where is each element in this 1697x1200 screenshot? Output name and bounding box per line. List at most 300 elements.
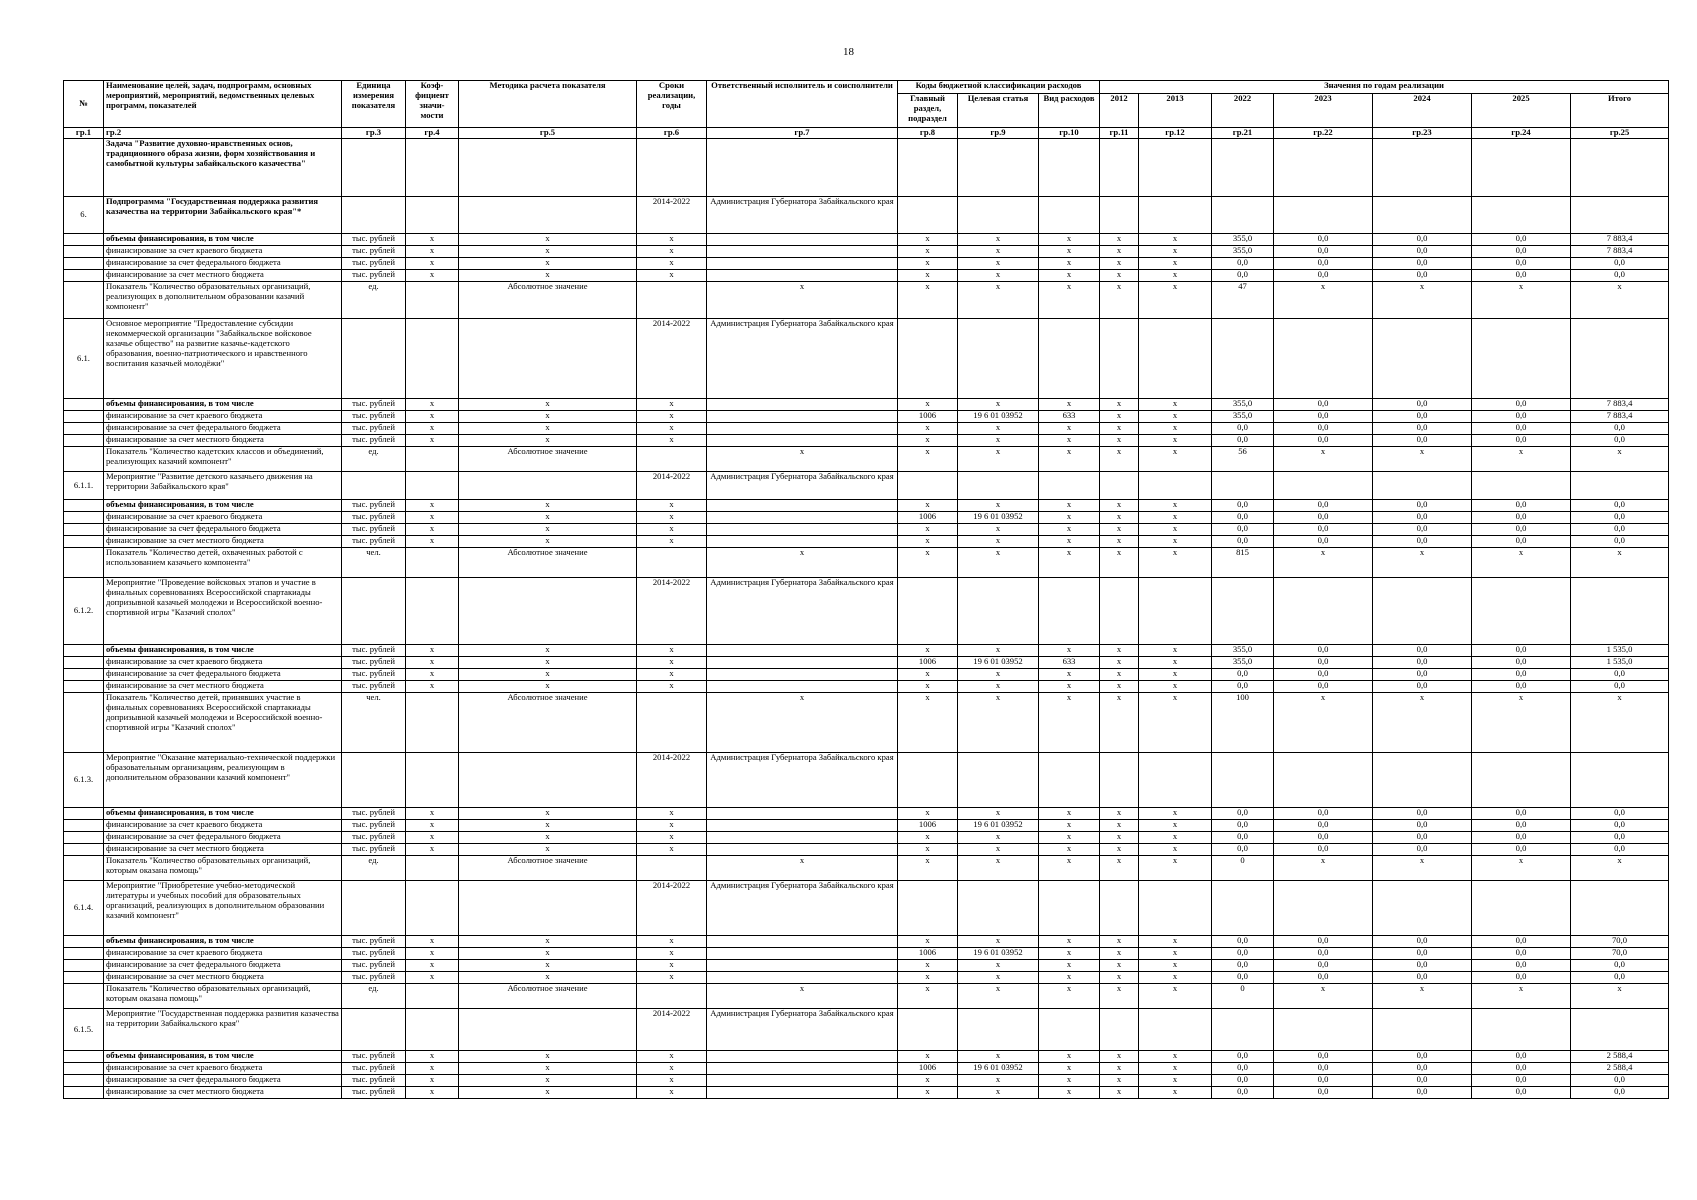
value-2024: х <box>1373 447 1472 472</box>
main-section: 1006 <box>898 657 958 669</box>
unit: тыс. рублей <box>342 500 406 512</box>
value-2023 <box>1274 197 1373 234</box>
value-total: х <box>1571 548 1669 578</box>
value-2012: х <box>1100 1087 1139 1099</box>
value-total: 7 883,4 <box>1571 399 1669 411</box>
method: Абсолютное значение <box>459 693 637 753</box>
unit: тыс. рублей <box>342 270 406 282</box>
value-2025 <box>1472 319 1571 399</box>
main-section: х <box>898 936 958 948</box>
value-total: 0,0 <box>1571 808 1669 820</box>
terms <box>637 282 707 319</box>
main-section: х <box>898 844 958 856</box>
value-2024: 0,0 <box>1373 1075 1472 1087</box>
expense-type: х <box>1039 936 1100 948</box>
value-2023: 0,0 <box>1274 657 1373 669</box>
main-section <box>898 753 958 808</box>
value-2013 <box>1139 319 1212 399</box>
header-no: № <box>64 81 104 128</box>
value-2013: х <box>1139 1051 1212 1063</box>
value-2013: х <box>1139 447 1212 472</box>
value-total: х <box>1571 984 1669 1009</box>
row-name: объемы финансирования, в том числе <box>104 1051 342 1063</box>
target-item: х <box>958 435 1039 447</box>
target-item <box>958 578 1039 645</box>
value-2022: 355,0 <box>1212 234 1274 246</box>
responsible <box>707 832 898 844</box>
value-2025: 0,0 <box>1472 936 1571 948</box>
main-section: 1006 <box>898 948 958 960</box>
unit: тыс. рублей <box>342 844 406 856</box>
main-section: 1006 <box>898 512 958 524</box>
method <box>459 1009 637 1051</box>
coefficient: х <box>406 645 459 657</box>
method: х <box>459 270 637 282</box>
row-name: финансирование за счет местного бюджета <box>104 844 342 856</box>
header-total: Итого <box>1571 94 1669 128</box>
row-number <box>64 1051 104 1063</box>
table-row <box>64 447 1669 472</box>
value-2024: 0,0 <box>1373 681 1472 693</box>
value-total <box>1571 578 1669 645</box>
value-2025: х <box>1472 548 1571 578</box>
value-2023: 0,0 <box>1274 270 1373 282</box>
program-table <box>63 80 1669 1099</box>
main-section <box>898 1009 958 1051</box>
main-section: х <box>898 234 958 246</box>
expense-type <box>1039 578 1100 645</box>
row-number <box>64 1075 104 1087</box>
value-2022 <box>1212 1009 1274 1051</box>
value-total <box>1571 1009 1669 1051</box>
terms: 2014-2022 <box>637 472 707 500</box>
value-total <box>1571 472 1669 500</box>
main-section: х <box>898 681 958 693</box>
coefficient: х <box>406 808 459 820</box>
value-2025: 0,0 <box>1472 399 1571 411</box>
row-number <box>64 844 104 856</box>
row-number <box>64 258 104 270</box>
table-row <box>64 536 1669 548</box>
coefficient: х <box>406 820 459 832</box>
method: х <box>459 524 637 536</box>
coefficient: х <box>406 270 459 282</box>
group-label: гр.7 <box>707 128 898 139</box>
main-section: 1006 <box>898 411 958 423</box>
row-name: финансирование за счет краевого бюджета <box>104 820 342 832</box>
table-row <box>64 270 1669 282</box>
main-section: х <box>898 447 958 472</box>
value-2025: 0,0 <box>1472 948 1571 960</box>
main-section: х <box>898 536 958 548</box>
value-2022 <box>1212 319 1274 399</box>
value-2013: х <box>1139 524 1212 536</box>
value-2025: 0,0 <box>1472 832 1571 844</box>
terms: х <box>637 399 707 411</box>
unit: тыс. рублей <box>342 435 406 447</box>
row-number <box>64 948 104 960</box>
unit: тыс. рублей <box>342 524 406 536</box>
value-2012: х <box>1100 258 1139 270</box>
value-2025: 0,0 <box>1472 435 1571 447</box>
coefficient: х <box>406 1087 459 1099</box>
group-label: гр.9 <box>958 128 1039 139</box>
method: х <box>459 844 637 856</box>
target-item: х <box>958 984 1039 1009</box>
table-row <box>64 411 1669 423</box>
group-label: гр.2 <box>104 128 342 139</box>
main-section: х <box>898 258 958 270</box>
responsible <box>707 234 898 246</box>
expense-type: х <box>1039 548 1100 578</box>
value-2022: 0,0 <box>1212 536 1274 548</box>
group-label: гр.23 <box>1373 128 1472 139</box>
value-2012: х <box>1100 411 1139 423</box>
unit <box>342 578 406 645</box>
table-row <box>64 820 1669 832</box>
value-2013 <box>1139 753 1212 808</box>
table-row <box>64 472 1669 500</box>
table-row <box>64 197 1669 234</box>
value-2013 <box>1139 197 1212 234</box>
value-total <box>1571 319 1669 399</box>
responsible <box>707 411 898 423</box>
responsible <box>707 972 898 984</box>
table-row <box>64 645 1669 657</box>
main-section <box>898 319 958 399</box>
terms: 2014-2022 <box>637 578 707 645</box>
method: х <box>459 234 637 246</box>
coefficient: х <box>406 936 459 948</box>
value-total <box>1571 139 1669 197</box>
value-2024 <box>1373 1009 1472 1051</box>
main-section: х <box>898 693 958 753</box>
main-section: х <box>898 960 958 972</box>
method: Абсолютное значение <box>459 282 637 319</box>
header-2022: 2022 <box>1212 94 1274 128</box>
unit: тыс. рублей <box>342 936 406 948</box>
unit: тыс. рублей <box>342 681 406 693</box>
unit: тыс. рублей <box>342 972 406 984</box>
row-name: Задача "Развитие духовно-нравственных основ, традиционного образа жизни, форм хозяйствования и самобытной культуры забайкальского казачества" <box>104 139 342 197</box>
table-row <box>64 972 1669 984</box>
value-2023: 0,0 <box>1274 645 1373 657</box>
responsible <box>707 512 898 524</box>
value-2024: х <box>1373 282 1472 319</box>
coefficient: х <box>406 960 459 972</box>
value-total: х <box>1571 447 1669 472</box>
value-total: 70,0 <box>1571 948 1669 960</box>
value-2012: х <box>1100 423 1139 435</box>
value-2022: 0,0 <box>1212 270 1274 282</box>
value-2025: 0,0 <box>1472 657 1571 669</box>
coefficient: х <box>406 948 459 960</box>
row-number: 6.1. <box>64 319 104 399</box>
header-responsible: Ответственный исполнитель и соисполнители <box>707 81 898 128</box>
main-section: х <box>898 972 958 984</box>
value-total: 0,0 <box>1571 681 1669 693</box>
coefficient <box>406 881 459 936</box>
terms: х <box>637 820 707 832</box>
unit: тыс. рублей <box>342 512 406 524</box>
main-section: х <box>898 669 958 681</box>
target-item: х <box>958 681 1039 693</box>
group-label: гр.24 <box>1472 128 1571 139</box>
value-2024: 0,0 <box>1373 512 1472 524</box>
target-item: 19 6 01 03952 <box>958 657 1039 669</box>
row-name: финансирование за счет краевого бюджета <box>104 1063 342 1075</box>
value-2012: х <box>1100 512 1139 524</box>
terms: х <box>637 1087 707 1099</box>
terms: х <box>637 808 707 820</box>
responsible <box>707 681 898 693</box>
group-label: гр.6 <box>637 128 707 139</box>
value-2013: х <box>1139 808 1212 820</box>
table-row <box>64 960 1669 972</box>
value-2024 <box>1373 753 1472 808</box>
value-2012: х <box>1100 399 1139 411</box>
row-name: Показатель "Количество образовательных организаций, которым оказана помощь" <box>104 984 342 1009</box>
unit: тыс. рублей <box>342 645 406 657</box>
value-2022: 0,0 <box>1212 1051 1274 1063</box>
value-total: 70,0 <box>1571 936 1669 948</box>
value-2025: 0,0 <box>1472 645 1571 657</box>
row-number <box>64 1087 104 1099</box>
value-2012: х <box>1100 645 1139 657</box>
terms: х <box>637 411 707 423</box>
value-2024: 0,0 <box>1373 948 1472 960</box>
group-label: гр.10 <box>1039 128 1100 139</box>
expense-type <box>1039 319 1100 399</box>
row-name: финансирование за счет федерального бюджета <box>104 423 342 435</box>
coefficient <box>406 578 459 645</box>
coefficient: х <box>406 972 459 984</box>
target-item: х <box>958 282 1039 319</box>
terms <box>637 693 707 753</box>
value-2024: 0,0 <box>1373 399 1472 411</box>
value-2025: 0,0 <box>1472 246 1571 258</box>
value-2012: х <box>1100 657 1139 669</box>
terms: х <box>637 645 707 657</box>
unit: тыс. рублей <box>342 1051 406 1063</box>
target-item: х <box>958 669 1039 681</box>
terms: х <box>637 423 707 435</box>
row-name: объемы финансирования, в том числе <box>104 808 342 820</box>
row-name: финансирование за счет местного бюджета <box>104 435 342 447</box>
header-unit: Единица измерения показателя <box>342 81 406 128</box>
value-2012: х <box>1100 936 1139 948</box>
value-2012: х <box>1100 246 1139 258</box>
main-section: х <box>898 246 958 258</box>
method: х <box>459 246 637 258</box>
value-2012: х <box>1100 960 1139 972</box>
value-2023: 0,0 <box>1274 512 1373 524</box>
terms: х <box>637 669 707 681</box>
value-2013: х <box>1139 856 1212 881</box>
responsible: Администрация Губернатора Забайкальского края <box>707 319 898 399</box>
value-2013: х <box>1139 936 1212 948</box>
unit: ед. <box>342 856 406 881</box>
coefficient: х <box>406 411 459 423</box>
value-2025: 0,0 <box>1472 1075 1571 1087</box>
unit <box>342 472 406 500</box>
value-2023 <box>1274 139 1373 197</box>
expense-type: х <box>1039 536 1100 548</box>
value-2022: 0,0 <box>1212 820 1274 832</box>
value-2025: 0,0 <box>1472 681 1571 693</box>
target-item: х <box>958 423 1039 435</box>
table-row <box>64 856 1669 881</box>
row-name: Мероприятие "Государственная поддержка развития казачества на территории Забайкальского края" <box>104 1009 342 1051</box>
value-2012: х <box>1100 282 1139 319</box>
target-item: х <box>958 234 1039 246</box>
value-2012: х <box>1100 447 1139 472</box>
header-coef: Коэф-фициент значи-мости <box>406 81 459 128</box>
target-item: х <box>958 447 1039 472</box>
method: Абсолютное значение <box>459 856 637 881</box>
table-row <box>64 984 1669 1009</box>
terms: 2014-2022 <box>637 1009 707 1051</box>
value-2012 <box>1100 139 1139 197</box>
target-item: х <box>958 808 1039 820</box>
unit: тыс. рублей <box>342 411 406 423</box>
method <box>459 753 637 808</box>
row-number <box>64 657 104 669</box>
terms <box>637 984 707 1009</box>
terms: х <box>637 234 707 246</box>
row-number <box>64 832 104 844</box>
expense-type: х <box>1039 399 1100 411</box>
expense-type: 633 <box>1039 411 1100 423</box>
value-total: х <box>1571 693 1669 753</box>
responsible <box>707 423 898 435</box>
responsible: Администрация Губернатора Забайкальского края <box>707 197 898 234</box>
row-number <box>64 936 104 948</box>
value-total: 1 535,0 <box>1571 645 1669 657</box>
expense-type: х <box>1039 1075 1100 1087</box>
main-section <box>898 578 958 645</box>
row-name: финансирование за счет местного бюджета <box>104 270 342 282</box>
target-item: х <box>958 258 1039 270</box>
target-item: 19 6 01 03952 <box>958 411 1039 423</box>
value-2022: 56 <box>1212 447 1274 472</box>
terms: х <box>637 1051 707 1063</box>
row-number: 6. <box>64 197 104 234</box>
target-item <box>958 881 1039 936</box>
value-2012: х <box>1100 856 1139 881</box>
value-2012: х <box>1100 948 1139 960</box>
table-row <box>64 1087 1669 1099</box>
row-number <box>64 856 104 881</box>
value-2024 <box>1373 197 1472 234</box>
value-2023: 0,0 <box>1274 536 1373 548</box>
value-2022: 355,0 <box>1212 645 1274 657</box>
value-2013 <box>1139 139 1212 197</box>
method: Абсолютное значение <box>459 984 637 1009</box>
expense-type: х <box>1039 984 1100 1009</box>
responsible: х <box>707 447 898 472</box>
unit: тыс. рублей <box>342 258 406 270</box>
coefficient: х <box>406 844 459 856</box>
value-2012 <box>1100 881 1139 936</box>
value-2022: 0,0 <box>1212 936 1274 948</box>
value-2012: х <box>1100 681 1139 693</box>
value-2024: 0,0 <box>1373 246 1472 258</box>
value-2023: 0,0 <box>1274 258 1373 270</box>
value-total <box>1571 197 1669 234</box>
value-2013: х <box>1139 270 1212 282</box>
value-2025 <box>1472 472 1571 500</box>
coefficient <box>406 856 459 881</box>
row-name: объемы финансирования, в том числе <box>104 645 342 657</box>
responsible: х <box>707 856 898 881</box>
responsible <box>707 435 898 447</box>
value-2023: 0,0 <box>1274 948 1373 960</box>
value-2024: 0,0 <box>1373 411 1472 423</box>
row-name: финансирование за счет федерального бюджета <box>104 669 342 681</box>
method <box>459 319 637 399</box>
expense-type: 633 <box>1039 657 1100 669</box>
responsible <box>707 500 898 512</box>
row-number <box>64 512 104 524</box>
page-number: 18 <box>843 46 854 58</box>
unit: тыс. рублей <box>342 669 406 681</box>
value-2012: х <box>1100 693 1139 753</box>
terms: 2014-2022 <box>637 197 707 234</box>
responsible <box>707 1063 898 1075</box>
table-row <box>64 881 1669 936</box>
method: х <box>459 820 637 832</box>
header-target-item: Целевая статья <box>958 94 1039 128</box>
value-2013 <box>1139 578 1212 645</box>
terms <box>637 856 707 881</box>
table-row <box>64 657 1669 669</box>
responsible <box>707 246 898 258</box>
coefficient <box>406 282 459 319</box>
unit <box>342 881 406 936</box>
value-2022: 0,0 <box>1212 435 1274 447</box>
expense-type: х <box>1039 856 1100 881</box>
main-section: х <box>898 832 958 844</box>
row-name: объемы финансирования, в том числе <box>104 234 342 246</box>
value-total: 0,0 <box>1571 500 1669 512</box>
value-2025: 0,0 <box>1472 411 1571 423</box>
target-item: х <box>958 246 1039 258</box>
table-row <box>64 512 1669 524</box>
row-name: Показатель "Количество кадетских классов и объединений, реализующих казачий компонент" <box>104 447 342 472</box>
unit: чел. <box>342 548 406 578</box>
value-2023: х <box>1274 548 1373 578</box>
value-2013: х <box>1139 844 1212 856</box>
value-2022: 355,0 <box>1212 246 1274 258</box>
main-section: х <box>898 399 958 411</box>
value-2025: 0,0 <box>1472 524 1571 536</box>
value-2012: х <box>1100 524 1139 536</box>
value-total: 0,0 <box>1571 524 1669 536</box>
value-2023: х <box>1274 693 1373 753</box>
value-2022: 0 <box>1212 856 1274 881</box>
value-2022: 355,0 <box>1212 399 1274 411</box>
value-2023: 0,0 <box>1274 936 1373 948</box>
value-2023 <box>1274 753 1373 808</box>
value-2025: 0,0 <box>1472 960 1571 972</box>
value-total: 7 883,4 <box>1571 234 1669 246</box>
header-values-by-year: Значения по годам реализации <box>1100 81 1669 94</box>
value-2013: х <box>1139 1063 1212 1075</box>
row-number <box>64 411 104 423</box>
unit: тыс. рублей <box>342 1063 406 1075</box>
terms: х <box>637 972 707 984</box>
